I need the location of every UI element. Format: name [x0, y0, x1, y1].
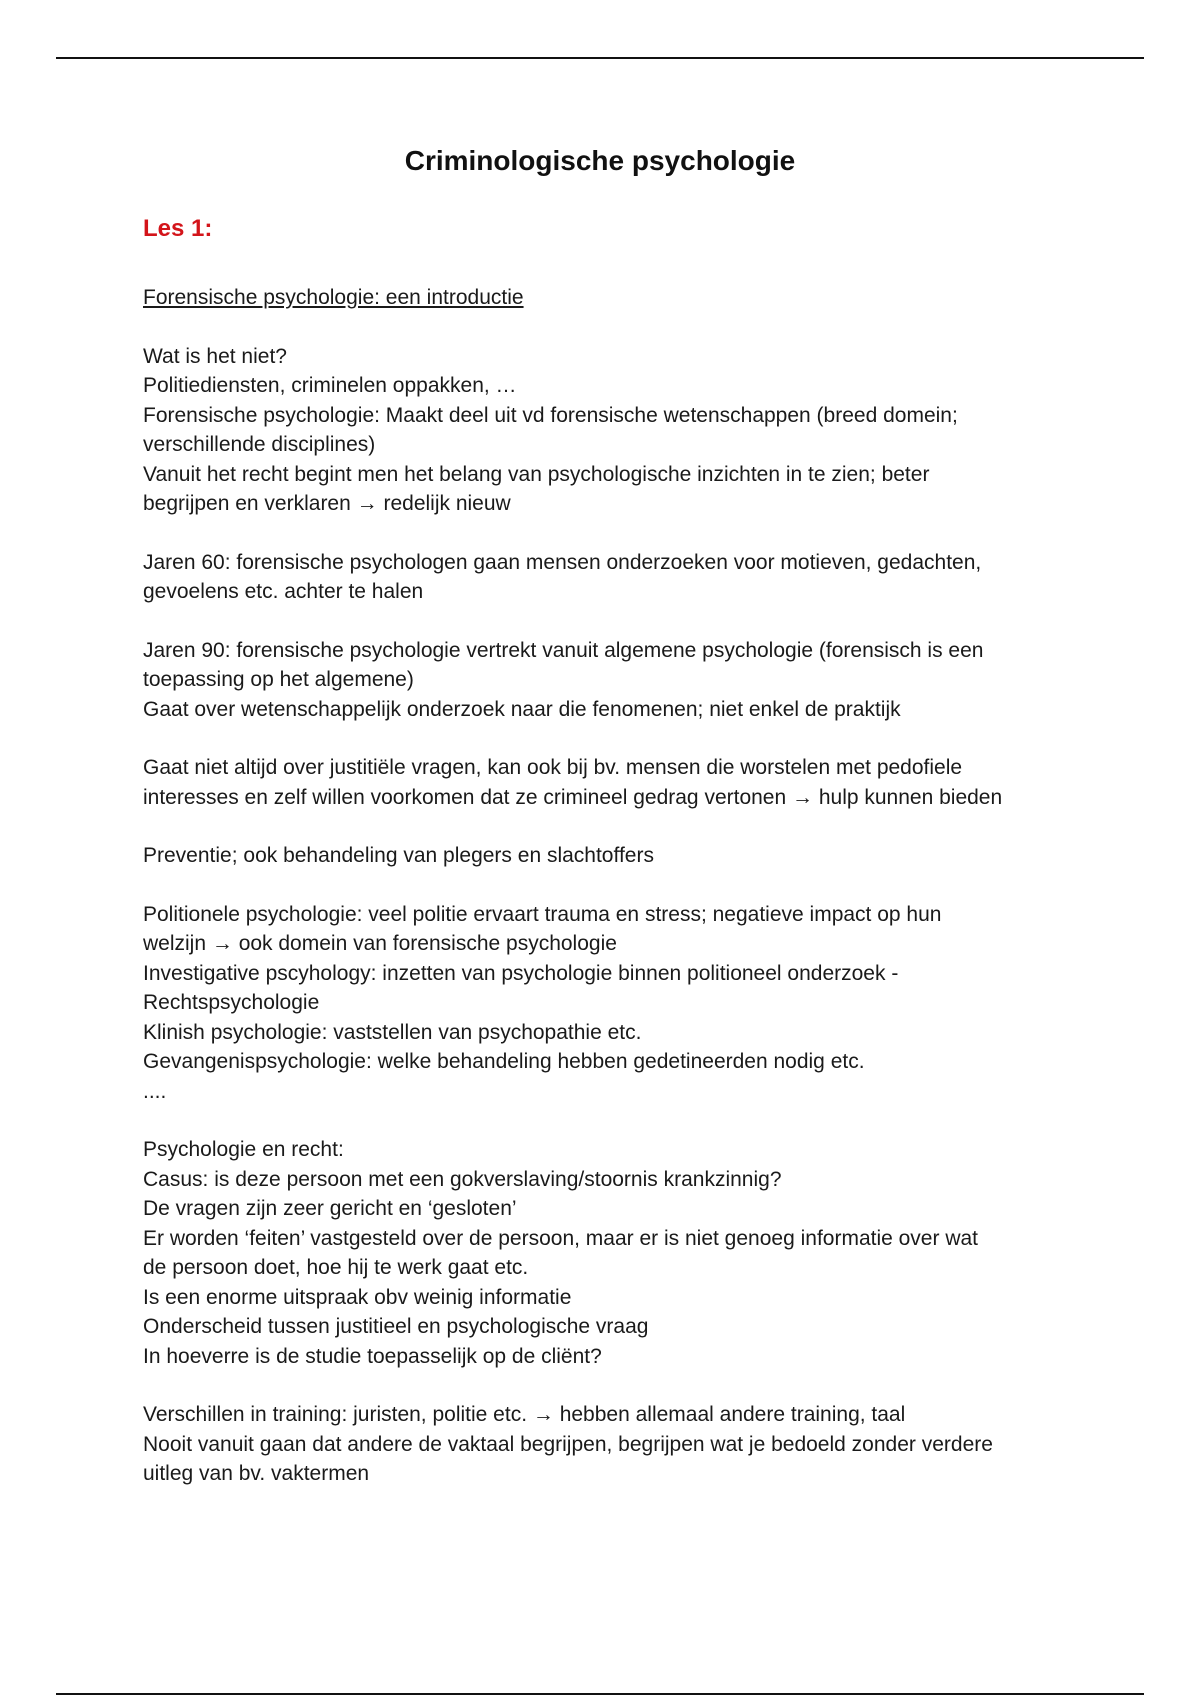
text-line: welzijn → ook domein van forensische psychologie	[143, 932, 617, 955]
text-line: Wat is het niet?	[143, 344, 287, 368]
text-line: verschillende disciplines)	[143, 433, 376, 456]
text-line: Is een enorme uitspraak obv weinig informatie	[143, 1285, 572, 1309]
text-line: Gaat over wetenschappelijk onderzoek naar die fenomenen; niet enkel de praktijk	[143, 697, 901, 721]
footer-rule	[56, 1693, 1144, 1695]
section-heading: Forensische psychologie: een introductie	[143, 286, 524, 309]
text-line: Vanuit het recht begint men het belang van psychologische inzichten in te zien; beter	[143, 462, 930, 486]
text-line: Psychologie en recht:	[143, 1138, 344, 1161]
header-rule	[56, 57, 1144, 59]
text-line: Preventie; ook behandeling van plegers en slachtoffers	[143, 844, 654, 867]
text-line: Verschillen in training: juristen, politie etc. → hebben allemaal andere training, taal	[143, 1403, 906, 1426]
text-line: Casus: is deze persoon met een gokverslaving/stoornis krankzinnig?	[143, 1167, 782, 1191]
text-line: Gevangenispsychologie: welke behandeling hebben gedetineerden nodig etc.	[143, 1050, 865, 1073]
text-line: gevoelens etc. achter te halen	[143, 580, 424, 603]
text-line: ....	[143, 1079, 167, 1103]
text-line: Jaren 60: forensische psychologen gaan mensen onderzoeken voor motieven, gedachten,	[143, 550, 982, 574]
text-line: Jaren 90: forensische psychologie vertrekt vanuit algemene psychologie (forensisch is een	[143, 638, 984, 662]
text-line: In hoeverre is de studie toepasselijk op de cliënt?	[143, 1344, 602, 1368]
text-line: Nooit vanuit gaan dat andere de vaktaal begrijpen, begrijpen wat je bedoeld zonder verdere	[143, 1432, 993, 1456]
paragraph	[143, 1135, 1083, 1371]
text-line: de persoon doet, hoe hij te werk gaat etc.	[143, 1256, 529, 1279]
text-line: interesses en zelf willen voorkomen dat ze crimineel gedrag vertonen → hulp kunnen bieden	[143, 785, 1003, 809]
paragraph	[143, 1400, 1083, 1489]
paragraph	[143, 753, 1083, 812]
text-line: begrijpen en verklaren → redelijk nieuw	[143, 492, 511, 515]
text-line: Investigative pscyhology: inzetten van psychologie binnen politioneel onderzoek -	[143, 961, 899, 985]
paragraph	[143, 548, 1083, 607]
text-line: Onderscheid tussen justitieel en psychologische vraag	[143, 1315, 649, 1338]
text-line: Rechtspsychologie	[143, 991, 320, 1014]
text-line: Klinish psychologie: vaststellen van psychopathie etc.	[143, 1020, 642, 1044]
text-line: De vragen zijn zeer gericht en ‘gesloten’	[143, 1197, 517, 1220]
text-line: Er worden ‘feiten’ vastgesteld over de persoon, maar er is niet genoeg informatie over wat	[143, 1226, 978, 1250]
text-line: toepassing op het algemene)	[143, 668, 414, 691]
page-title: Criminologische psychologie	[404, 145, 796, 176]
document-body	[143, 213, 1083, 1518]
paragraph	[143, 841, 1083, 871]
text-line: Politionele psychologie: veel politie ervaart trauma en stress; negatieve impact op hun	[143, 902, 942, 926]
paragraph-list	[143, 342, 1083, 1489]
text-line: Forensische psychologie: Maakt deel uit vd forensische wetenschappen (breed domein;	[143, 403, 958, 427]
text-line: Politiediensten, criminelen oppakken, …	[143, 374, 517, 397]
text-line: uitleg van bv. vaktermen	[143, 1462, 370, 1485]
text-line: Gaat niet altijd over justitiële vragen, kan ook bij bv. mensen die worstelen met pedofiele	[143, 756, 963, 779]
paragraph	[143, 636, 1083, 725]
paragraph	[143, 342, 1083, 519]
paragraph	[143, 900, 1083, 1107]
lesson-title: Les 1:	[143, 215, 213, 242]
